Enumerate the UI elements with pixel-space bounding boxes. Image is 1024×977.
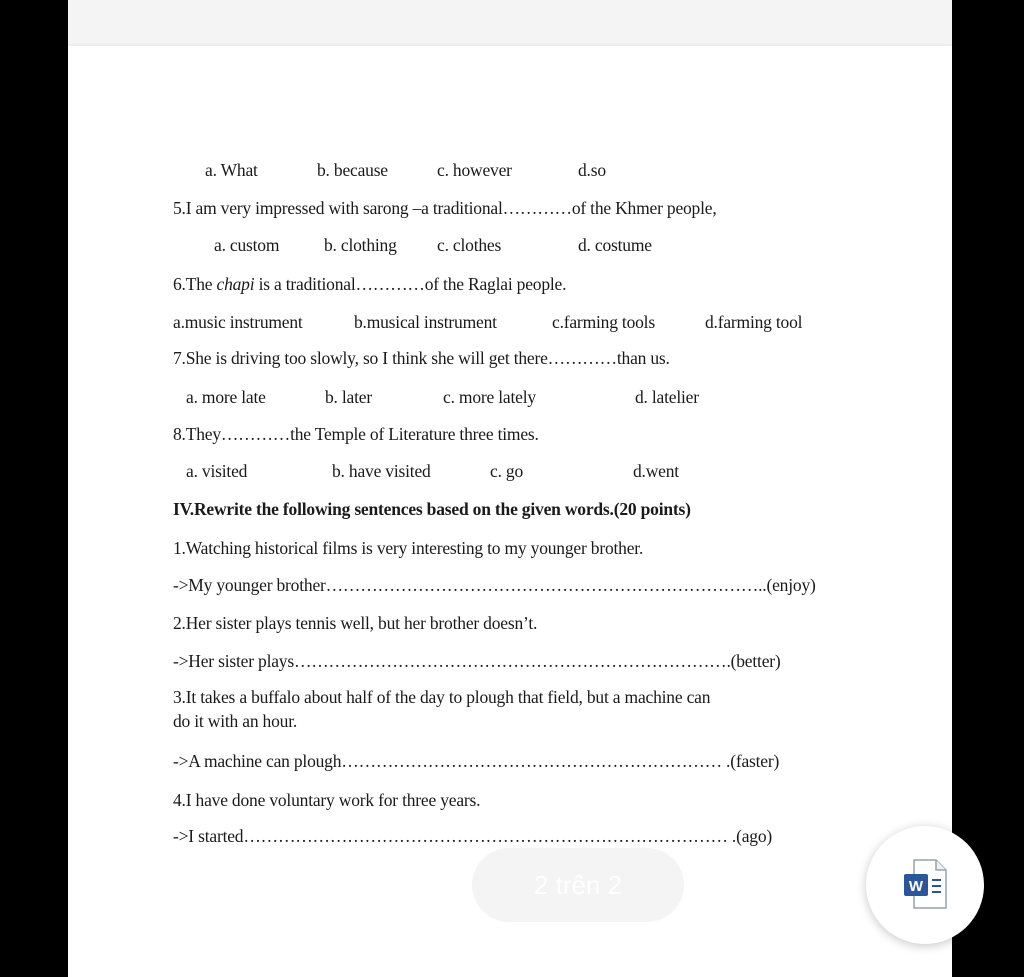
q7-option-a: a. more late (186, 387, 266, 407)
q5-option-c: c. clothes (437, 235, 502, 255)
section-4-heading: IV.Rewrite the following sentences based on the given words.(20 points) (173, 499, 691, 519)
q6-option-a: a.music instrument (173, 312, 303, 332)
q5-option-b: b. clothing (324, 235, 397, 255)
question-5: 5.I am very impressed with sarong –a traditional…………of the Khmer people, (173, 198, 717, 218)
rewrite-4: 4.I have done voluntary work for three years. (173, 790, 481, 810)
question-6: 6.The chapi is a traditional…………of the Raglai people. (173, 274, 567, 294)
rewrite-3-answer: ->A machine can plough………………………………………………………… .(faster) (173, 751, 780, 771)
document-viewer[interactable] (68, 0, 952, 977)
rewrite-4-answer: ->I started………………………………………………………………………… .(ago) (173, 826, 773, 846)
q6-option-c: c.farming tools (552, 312, 655, 332)
rewrite-2-answer: ->Her sister plays………………………………………………………………….(better) (173, 651, 781, 671)
q6-italic-term: chapi (216, 274, 255, 294)
q5-option-d: d. costume (578, 235, 652, 255)
question-7: 7.She is driving too slowly, so I think she will get there…………than us. (173, 348, 670, 368)
question-8: 8.They…………the Temple of Literature three times. (173, 424, 539, 444)
q7-option-b: b. later (325, 387, 372, 407)
q8-option-c: c. go (490, 461, 524, 481)
rewrite-3-line-1: 3.It takes a buffalo about half of the day to plough that field, but a machine can (173, 687, 711, 707)
rewrite-1: 1.Watching historical films is very interesting to my younger brother. (173, 538, 644, 558)
q6-option-b: b.musical instrument (354, 312, 497, 332)
q4-option-d: d.so (578, 160, 606, 180)
q7-option-d: d. latelier (635, 387, 699, 407)
rewrite-3-line-2: do it with an hour. (173, 711, 298, 731)
q7-option-c: c. more lately (443, 387, 536, 407)
q6-option-d: d.farming tool (705, 312, 803, 332)
q8-option-d: d.went (633, 461, 679, 481)
rewrite-2: 2.Her sister plays tennis well, but her brother doesn’t. (173, 613, 538, 633)
open-in-word-button[interactable] (866, 826, 984, 944)
word-icon-letter: W (908, 878, 924, 895)
q4-option-b: b. because (317, 160, 388, 180)
q4-option-a: a. What (205, 160, 258, 180)
page-indicator (472, 848, 684, 922)
q8-option-a: a. visited (186, 461, 248, 481)
q4-option-c: c. however (437, 160, 512, 180)
q5-option-a: a. custom (214, 235, 280, 255)
q8-option-b: b. have visited (332, 461, 431, 481)
document-page (68, 46, 952, 977)
word-document-icon (902, 858, 948, 910)
page-indicator-label: 2 trên 2 (533, 869, 623, 900)
rewrite-1-answer: ->My younger brother…………………………………………………………………..(enjoy) (173, 575, 816, 595)
